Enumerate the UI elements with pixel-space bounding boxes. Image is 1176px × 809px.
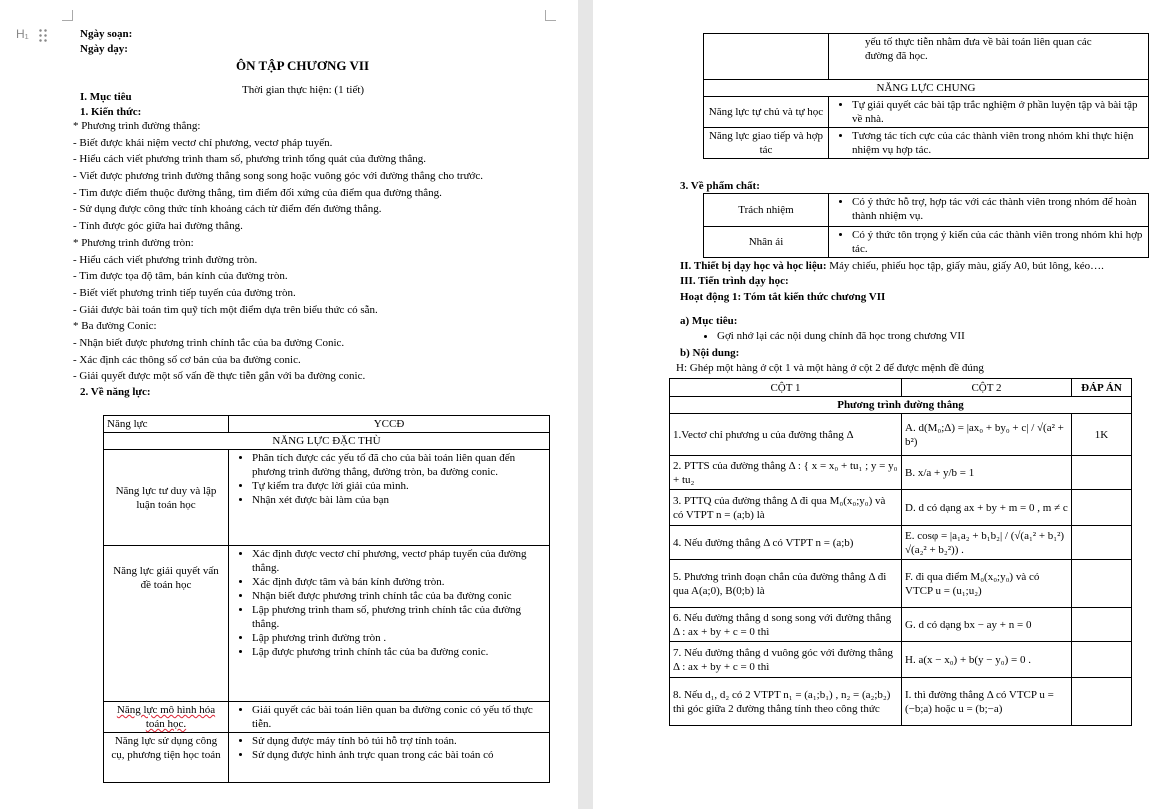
match-cell-c1: 5. Phương trình đoạn chắn của đường thẳng Δ đi qua A(a;0), B(0;b) là: [670, 560, 902, 608]
row-name: Năng lực tư duy và lập luận toán học: [104, 450, 229, 546]
kien-thuc-line: - Viết được phương trình đường thẳng song song hoặc vuông góc với đường thẳng cho trước.: [73, 170, 483, 183]
tien-trinh: III. Tiến trình dạy học:: [680, 275, 789, 287]
row-item: • Có ý thức tôn trọng ý kiến của các thành viên trong nhóm khi hợp tác.: [829, 227, 1149, 258]
kien-thuc-list: [73, 118, 483, 385]
kien-thuc-line: - Biết viết phương trình tiếp tuyến của đường tròn.: [73, 286, 296, 299]
row-name: Năng lực tự chủ và tự học: [704, 97, 829, 128]
thiet-bi-line: II. Thiết bị dạy học và học liệu: Máy chiếu, phiếu học tập, giấy màu, giấy A0, bút lông, kéo….: [680, 260, 1104, 272]
hoat-dong-1: Hoạt động 1: Tóm tắt kiến thức chương VII: [680, 291, 886, 303]
row-name: Năng lực giải quyết vấn đề toán học: [104, 546, 229, 702]
document-page-2: [593, 0, 1176, 809]
match-cell-c3: [1072, 642, 1132, 678]
row-item: • Tương tác tích cực của các thành viên trong nhóm khi thực hiện nhiệm vụ hợp tác.: [829, 128, 1149, 159]
bullet-item: • Lập phương trình tham số, phương trình chính tắc của đường thẳng.: [252, 603, 546, 631]
bullet-item: • Giải quyết các bài toán liên quan ba đường conic có yếu tố thực tiễn.: [252, 703, 546, 731]
match-cell-c3: [1072, 490, 1132, 526]
section-nang-luc-chung: NĂNG LỰC CHUNG: [704, 80, 1149, 97]
match-cell-c2: D. d có dạng ax + by + m = 0 , m ≠ c: [902, 490, 1072, 526]
match-cell-c2: I. thì đường thẳng Δ có VTCP u = (−b;a) hoặc u = (b;−a): [902, 678, 1072, 726]
kien-thuc-line: - Xác định các thông số cơ bản của ba đường conic.: [73, 353, 301, 366]
subsection-pham-chat: 3. Về phẩm chất:: [680, 180, 760, 192]
match-cell-c1: 6. Nếu đường thẳng d song song với đường thẳng Δ : ax + by + c = 0 thì: [670, 608, 902, 642]
header-dap-an: ĐÁP ÁN: [1072, 379, 1132, 397]
match-row: [670, 526, 1132, 560]
row-item: • Có ý thức hỗ trợ, hợp tác với các thành viên trong nhóm để hoàn thành nhiệm vụ.: [829, 194, 1149, 227]
header-cot-2: CỘT 2: [902, 379, 1072, 397]
match-table: [669, 378, 1132, 726]
kien-thuc-line: * Phương trình đường thẳng:: [73, 120, 201, 132]
nang-luc-table: [103, 415, 550, 783]
kien-thuc-line: - Hiểu cách viết phương trình tham số, phương trình tổng quát của đường thẳng.: [73, 153, 427, 166]
bullet-item: • Nhận biết được phương trình chính tắc của ba đường conic: [252, 589, 546, 603]
noi-dung: b) Nội dung:: [680, 347, 740, 359]
duration: Thời gian thực hiện: (1 tiết): [242, 84, 365, 96]
kien-thuc-line: - Tìm được tọa độ tâm, bán kính của đường tròn.: [73, 270, 288, 283]
match-row: [670, 608, 1132, 642]
match-cell-c2: B. x/a + y/b = 1: [902, 456, 1072, 490]
col-header-yccd: YCCĐ: [229, 416, 550, 433]
match-row: [670, 642, 1132, 678]
row-name: Năng lực sử dụng công cụ, phương tiện học toán: [104, 733, 229, 783]
kien-thuc-line: - Giải được bài toán tìm quỹ tích một điểm dựa trên biểu thức có sẵn.: [73, 303, 378, 316]
row-name: Trách nhiệm: [704, 194, 829, 227]
match-cell-c2: G. d có dạng bx − ay + n = 0: [902, 608, 1072, 642]
kien-thuc-line: - Sử dụng được công thức tính khoảng cách từ điểm đến đường thẳng.: [73, 203, 382, 216]
h-instruction: H: Ghép một hàng ở cột 1 và một hàng ở cột 2 để được mệnh đề đúng: [676, 362, 984, 374]
match-row: [670, 456, 1132, 490]
bullet-item: • Sử dụng được hình ảnh trực quan trong các bài toán có: [252, 748, 546, 762]
match-cell-c2: H. a(x − x₀) + b(y − y₀) = 0 .: [902, 642, 1072, 678]
row-items: [229, 702, 550, 733]
pham-chat-table: [703, 193, 1149, 258]
match-cell-c3: [1072, 560, 1132, 608]
section-nang-luc-dac-thu: NĂNG LỰC ĐẶC THÙ: [104, 433, 550, 450]
match-cell-c3: 1K: [1072, 414, 1132, 456]
kien-thuc-line: - Nhận biết được phương trình chính tắc của ba đường Conic.: [73, 336, 345, 349]
margin-corner-mark: [62, 10, 73, 21]
col-header-nang-luc: Năng lực: [104, 416, 229, 433]
match-cell-c2: E. cosφ = |a₁a₂ + b₁b₂| / (√(a₁² + b₁²) √(a₂² + b₂²)) .: [902, 526, 1072, 560]
row-items: [229, 733, 550, 783]
section-muc-tieu: I. Mục tiêu: [80, 91, 132, 103]
row-items-continued: yếu tố thực tiễn nhằm đưa về bài toán liên quan các đường đã học.: [829, 34, 1149, 80]
ngay-soan: Ngày soạn:: [80, 28, 133, 40]
match-row: [670, 560, 1132, 608]
section-pt-duong-thang: Phương trình đường thẳng: [670, 397, 1132, 414]
row-item: • Tự giải quyết các bài tập trắc nghiệm ở phần luyện tập và bài tập về nhà.: [829, 97, 1149, 128]
match-cell-c1: 2. PTTS của đường thẳng Δ : { x = x₀ + tu₁ ; y = y₀ + tu₂: [670, 456, 902, 490]
row-name: Năng lực giao tiếp và hợp tác: [704, 128, 829, 159]
match-cell-c3: [1072, 608, 1132, 642]
drag-handle-icon[interactable]: [38, 28, 48, 42]
match-cell-c3: [1072, 678, 1132, 726]
bullet-item: • Xác định được tâm và bán kính đường tròn.: [252, 575, 546, 589]
kien-thuc-line: * Ba đường Conic:: [73, 320, 157, 333]
match-cell-c1: 8. Nếu d₁, d₂ có 2 VTPT n₁ = (a₁;b₁) , n₂ = (a₂;b₂) thì góc giữa 2 đường thẳng tính theo công thức: [670, 678, 902, 726]
kien-thuc-line: - Biết được khái niệm vectơ chỉ phương, vectơ pháp tuyến.: [73, 136, 333, 149]
subsection-kien-thuc: 1. Kiến thức:: [80, 106, 142, 118]
bullet-item: • Sử dụng được máy tính bỏ túi hỗ trợ tính toán.: [252, 734, 546, 748]
match-cell-c2: A. d(M₀;Δ) = |ax₀ + by₀ + c| / √(a² + b²): [902, 414, 1072, 456]
muc-tieu: a) Mục tiêu:: [680, 315, 738, 327]
row-name: Nhân ái: [704, 227, 829, 258]
document-page-1: [0, 0, 578, 809]
heading-style-marker[interactable]: H₁: [16, 27, 29, 41]
header-cot-1: CỘT 1: [670, 379, 902, 397]
match-cell-c1: 7. Nếu đường thẳng d vuông góc với đường thẳng Δ : ax + by + c = 0 thì: [670, 642, 902, 678]
margin-corner-mark: [545, 10, 556, 21]
match-cell-c1: 1.Vectơ chỉ phương u của đường thẳng Δ: [670, 414, 902, 456]
bullet-item: • Nhận xét được bài làm của bạn: [252, 493, 546, 507]
bullet-item: • Lập được phương trình chính tắc của ba đường conic.: [252, 645, 546, 659]
kien-thuc-line: - Tìm được điểm thuộc đường thẳng, tìm điểm đối xứng của điểm qua đường thẳng.: [73, 186, 442, 199]
bullet-item: • Xác định được vectơ chỉ phương, vectơ pháp tuyến của đường thẳng.: [252, 547, 546, 575]
kien-thuc-line: - Hiểu cách viết phương trình đường tròn.: [73, 253, 258, 266]
match-cell-c1: 3. PTTQ của đường thẳng Δ đi qua M₀(x₀;y₀) và có VTPT n = (a;b) là: [670, 490, 902, 526]
bullet-icon: [704, 335, 707, 338]
page-title: ÔN TẬP CHƯƠNG VII: [236, 58, 370, 73]
match-row: [670, 490, 1132, 526]
row-name: Năng lực mô hình hóa toán học.: [104, 702, 229, 733]
match-cell-c3: [1072, 526, 1132, 560]
match-row: [670, 678, 1132, 726]
ngay-day: Ngày dạy:: [80, 43, 128, 55]
match-cell-c2: F. đi qua điểm M₀(x₀;y₀) và có VTCP u = (u₁;u₂): [902, 560, 1072, 608]
bullet-item: • Tự kiểm tra được lời giải của mình.: [252, 479, 546, 493]
row-name-empty: [704, 34, 829, 80]
nang-luc-table-continued: [703, 33, 1149, 159]
match-cell-c1: 4. Nếu đường thẳng Δ có VTPT n = (a;b): [670, 526, 902, 560]
muc-tieu-item: Gợi nhớ lại các nội dung chính đã học trong chương VII: [717, 330, 965, 342]
match-cell-c3: [1072, 456, 1132, 490]
kien-thuc-line: * Phương trình đường tròn:: [73, 236, 194, 249]
bullet-item: • Phân tích được các yếu tố đã cho của bài toán liên quan đến phương trình đường thẳng, đường tròn, ba đường conic.: [252, 451, 546, 479]
kien-thuc-line: - Giải quyết được một số vấn đề thực tiễn gắn với ba đường conic.: [73, 370, 366, 383]
row-items: [229, 450, 550, 546]
match-row: [670, 414, 1132, 456]
subsection-ve-nang-luc: 2. Về năng lực:: [80, 386, 151, 398]
bullet-item: • Lập phương trình đường tròn .: [252, 631, 546, 645]
row-items: [229, 546, 550, 702]
kien-thuc-line: - Tính được góc giữa hai đường thẳng.: [73, 220, 243, 233]
